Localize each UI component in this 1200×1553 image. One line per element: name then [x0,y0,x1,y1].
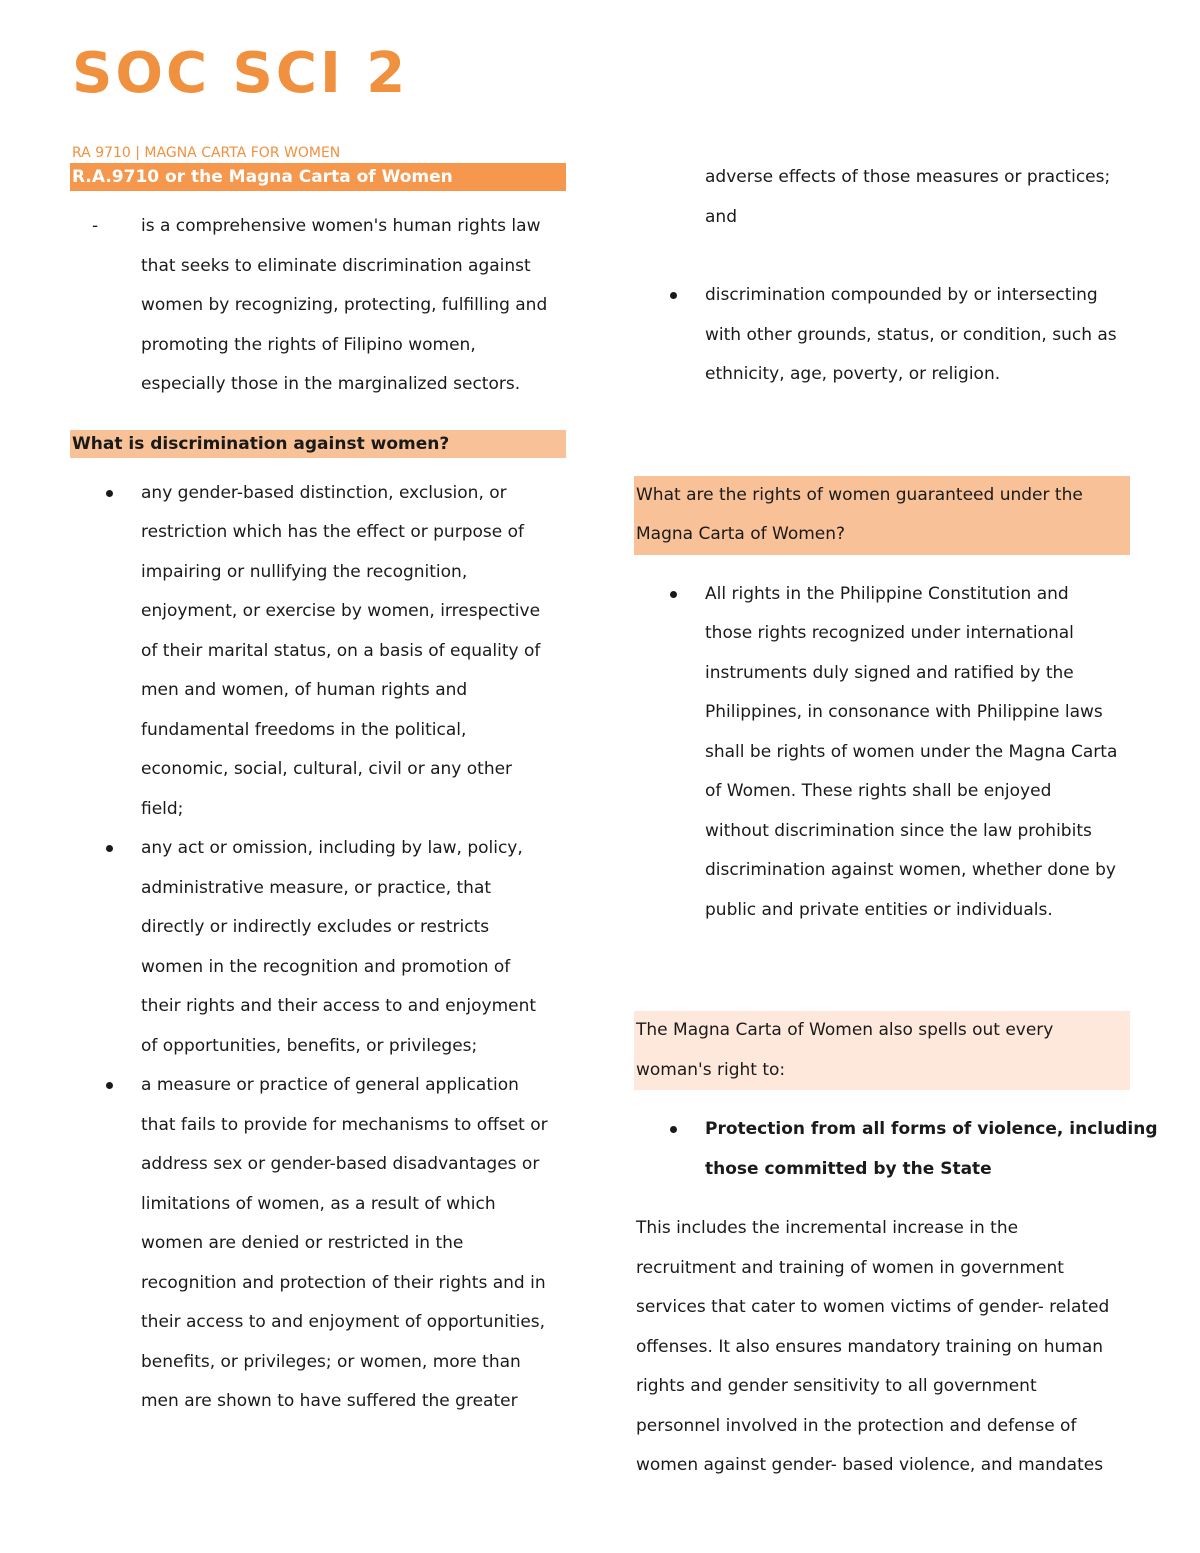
text-line: Philippines, in consonance with Philippine laws [705,702,1103,722]
text-line: limitations of women, as a result of which [141,1193,496,1214]
text-line: benefits, or privileges; or women, more than [141,1351,521,1372]
text-line: field; [141,798,184,819]
heading-line: What are the rights of women guaranteed under the [636,484,1083,505]
bullet-icon [106,845,113,852]
definition-item [70,207,566,405]
text-line: women are denied or restricted in the [141,1233,464,1253]
text-line: that seeks to eliminate discrimination against [141,255,531,276]
left-column [70,163,566,1422]
text-line: discrimination compounded by or intersecting [705,285,1098,305]
text-line: those rights recognized under international [705,623,1074,643]
text-line: of opportunities, benefits, or privileges; [141,1035,478,1056]
text-line: that fails to provide for mechanisms to offset or [141,1114,548,1135]
text-line: women in the recognition and promotion of [141,956,511,977]
text-line: their access to and enjoyment of opportunities, [141,1312,546,1332]
text-line: is a comprehensive women's human rights law [141,216,541,236]
page-subtitle: RA 9710 | MAGNA CARTA FOR WOMEN [72,145,341,161]
text-line: a measure or practice of general application [141,1075,519,1095]
text-line: ethnicity, age, poverty, or religion. [705,364,1001,384]
bullet-item [70,474,566,830]
text-line: of their marital status, on a basis of equality of [141,640,541,661]
bullet-item [70,829,566,1066]
text-line: restriction which has the effect or purpose of [141,522,524,542]
text-line: fundamental freedoms in the political, [141,719,467,740]
text-line: women against gender- based violence, and mandates [636,1455,1104,1475]
paragraph [634,1209,1130,1486]
continuation-text [634,158,1130,237]
text-line: especially those in the marginalized sectors. [141,374,521,394]
text-line: public and private entities or individuals. [705,899,1053,920]
text-line: offenses. It also ensures mandatory training on human [636,1336,1104,1357]
text-line: directly or indirectly excludes or restricts [141,917,490,937]
text-line: those committed by the State [705,1158,992,1179]
section-heading-discrimination: What is discrimination against women? [70,430,566,458]
bullet-icon [106,490,113,497]
section-heading-ra9710: R.A.9710 or the Magna Carta of Women [70,163,566,191]
text-line: personnel involved in the protection and defense of [636,1415,1077,1436]
text-line: enjoyment, or exercise by women, irrespective [141,601,541,621]
page-title: SOC SCI 2 [72,41,409,106]
text-line: services that cater to women victims of gender- related [636,1297,1110,1317]
text-line: Protection from all forms of violence, including [705,1119,1158,1139]
section-heading-rights [634,476,1130,555]
bullet-item [70,1066,566,1422]
text-line: any gender-based distinction, exclusion, or [141,482,507,503]
right-column [634,158,1158,1486]
bullet-item [634,276,1130,395]
text-line: All rights in the Philippine Constitution and [705,583,1069,604]
text-line: men are shown to have suffered the greater [141,1391,518,1411]
heading-line: The Magna Carta of Women also spells out every [636,1020,1054,1040]
bullet-icon [670,1126,677,1133]
bullet-item [634,575,1130,931]
text-line: men and women, of human rights and [141,680,468,700]
text-line: of Women. These rights shall be enjoyed [705,781,1052,801]
text-line: instruments duly signed and ratified by the [705,662,1074,683]
heading-line: Magna Carta of Women? [636,524,846,544]
text-line: recruitment and training of women in government [636,1257,1064,1278]
bullet-icon [670,292,677,299]
text-line: promoting the rights of Filipino women, [141,334,476,355]
text-line: without discrimination since the law prohibits [705,820,1092,841]
text-line: This includes the incremental increase in the [636,1218,1019,1238]
heading-line: woman's right to: [636,1059,786,1080]
text-line: women by recognizing, protecting, fulfilling and [141,295,548,315]
text-line: recognition and protection of their rights and in [141,1272,546,1293]
text-line: economic, social, cultural, civil or any other [141,759,513,779]
dash-marker: - [92,216,99,236]
bullet-item [634,1110,1158,1189]
text-line: any act or omission, including by law, policy, [141,838,523,858]
text-line: and [705,206,737,227]
text-line: shall be rights of women under the Magna Carta [705,741,1118,762]
text-line: impairing or nullifying the recognition, [141,561,468,582]
text-line: with other grounds, status, or condition, such as [705,324,1117,345]
text-line: adverse effects of those measures or practices; [705,167,1111,187]
bullet-icon [670,591,677,598]
text-line: administrative measure, or practice, that [141,877,492,898]
text-line: discrimination against women, whether done by [705,860,1116,880]
section-heading-spells-out [634,1011,1130,1090]
text-line: address sex or gender-based disadvantages or [141,1154,540,1174]
bullet-icon [106,1082,113,1089]
text-line: rights and gender sensitivity to all government [636,1376,1037,1396]
text-line: their rights and their access to and enjoyment [141,996,537,1016]
